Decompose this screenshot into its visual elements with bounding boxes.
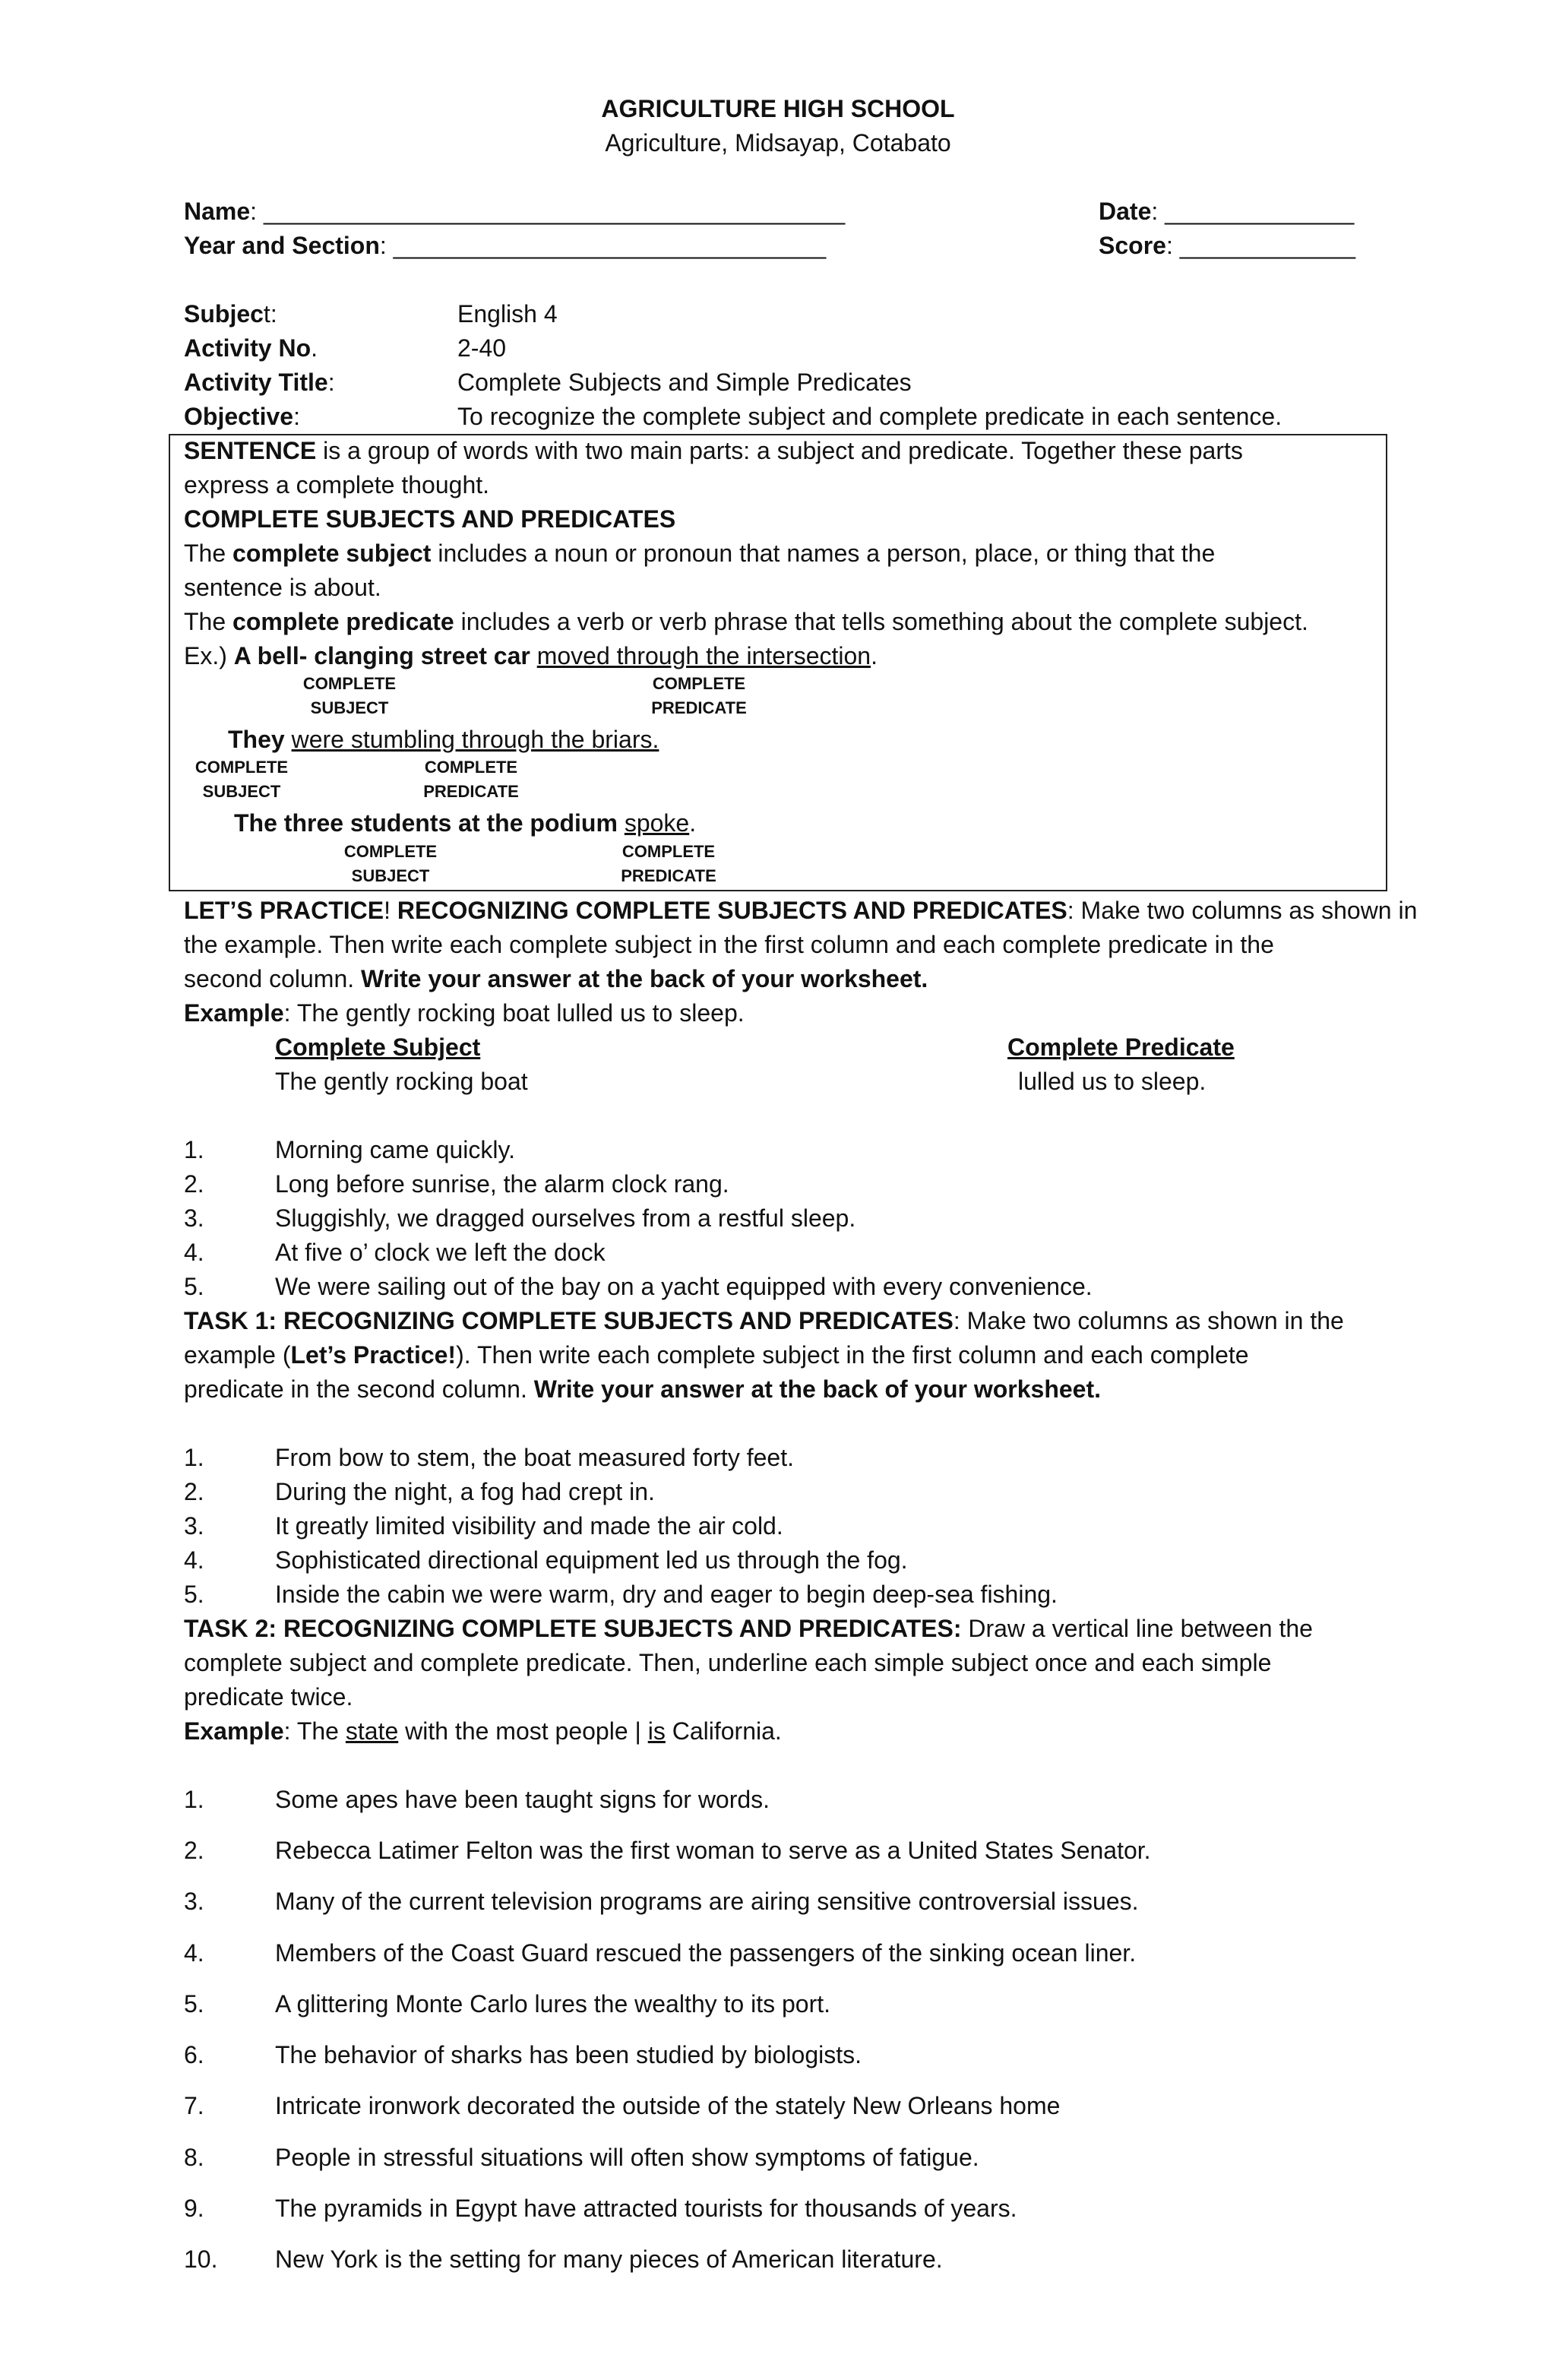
score-field[interactable]: Score: _____________ [1099, 232, 1356, 259]
example-answer-subject: The gently rocking boat [275, 1068, 528, 1095]
date-field[interactable]: Date: ______________ [1099, 198, 1355, 225]
list-item-number: 4. [184, 1939, 204, 1967]
list-item: The pyramids in Egypt have attracted tourists for thousands of years. [275, 2195, 1017, 2222]
complete-predicate-definition: The complete predicate includes a verb or verb phrase that tells something about the complete subject. [184, 608, 1308, 635]
column-header-subject: Complete Subject [275, 1033, 481, 1061]
objective-value: To recognize the complete subject and complete predicate in each sentence. [457, 403, 1282, 430]
list-item-number: 6. [184, 2041, 204, 2068]
list-item-number: 2. [184, 1170, 204, 1198]
year-section-field[interactable]: Year and Section: ________________________________ [184, 232, 827, 259]
list-item: The behavior of sharks has been studied by biologists. [275, 2041, 862, 2068]
example-1-predicate-label: COMPLETE PREDICATE [651, 674, 747, 717]
example-sentence-1: Ex.) A bell- clanging street car moved through the intersection. [184, 642, 878, 669]
example-sentence-3: The three students at the podium spoke. [234, 809, 697, 837]
sentence-definition: SENTENCE is a group of words with two main parts: a subject and predicate. Together these parts [184, 437, 1243, 464]
sentence-definition-cont: express a complete thought. [184, 471, 490, 498]
task2-instructions-cont: complete subject and complete predicate. Then, underline each simple subject once and each simple [184, 1649, 1272, 1676]
school-address: Agriculture, Midsayap, Cotabato [605, 129, 951, 157]
list-item-number: 7. [184, 2092, 204, 2119]
list-item: People in stressful situations will often show symptoms of fatigue. [275, 2144, 979, 2171]
list-item-number: 5. [184, 1581, 204, 1608]
column-header-predicate: Complete Predicate [1007, 1033, 1235, 1061]
list-item-number: 5. [184, 1273, 204, 1300]
task2-instructions: TASK 2: RECOGNIZING COMPLETE SUBJECTS AND PREDICATES: Draw a vertical line between the [184, 1615, 1313, 1642]
list-item-number: 3. [184, 1888, 204, 1915]
example-3-predicate-label: COMPLETE PREDICATE [621, 842, 716, 885]
list-item-number: 9. [184, 2195, 204, 2222]
example-2-subject-label: COMPLETE SUBJECT [194, 758, 289, 801]
list-item-number: 4. [184, 1239, 204, 1266]
activity-title-label: Activity Title: [184, 369, 335, 396]
list-item-number: 1. [184, 1786, 204, 1813]
example-2-predicate-label: COMPLETE PREDICATE [423, 758, 519, 801]
activity-no-value: 2-40 [457, 334, 507, 362]
list-item: A glittering Monte Carlo lures the wealthy to its port. [275, 1990, 831, 2018]
task1-instructions: TASK 1: RECOGNIZING COMPLETE SUBJECTS AND PREDICATES: Make two columns as shown in the [184, 1307, 1344, 1334]
name-field[interactable]: Name: ___________________________________________ [184, 198, 846, 225]
task1-instructions-cont2: predicate in the second column. Write your answer at the back of your worksheet. [184, 1375, 1101, 1403]
activity-no-label: Activity No. [184, 334, 318, 362]
list-item: Intricate ironwork decorated the outside of the stately New Orleans home [275, 2092, 1061, 2119]
list-item: Sophisticated directional equipment led us through the fog. [275, 1546, 908, 1574]
list-item-number: 2. [184, 1478, 204, 1505]
practice-instructions-cont: the example. Then write each complete subject in the first column and each complete predicate in the [184, 931, 1274, 958]
list-item-number: 4. [184, 1546, 204, 1574]
example-sentence-2: They were stumbling through the briars. [228, 726, 659, 753]
list-item-number: 8. [184, 2144, 204, 2171]
school-name: AGRICULTURE HIGH SCHOOL [601, 95, 955, 122]
task2-instructions-cont2: predicate twice. [184, 1683, 353, 1711]
list-item: Some apes have been taught signs for words. [275, 1786, 770, 1813]
list-item-number: 2. [184, 1837, 204, 1864]
complete-subject-definition-cont: sentence is about. [184, 574, 381, 601]
list-item: Morning came quickly. [275, 1136, 515, 1163]
list-item-number: 5. [184, 1990, 204, 2018]
activity-title-value: Complete Subjects and Simple Predicates [457, 369, 912, 396]
list-item-number: 3. [184, 1204, 204, 1232]
list-item: New York is the setting for many pieces of American literature. [275, 2245, 943, 2273]
list-item: It greatly limited visibility and made the air cold. [275, 1512, 783, 1540]
example-answer-predicate: lulled us to sleep. [1018, 1068, 1207, 1095]
list-item-number: 10. [184, 2245, 218, 2273]
list-item: At five o’ clock we left the dock [275, 1239, 606, 1266]
list-item-number: 1. [184, 1136, 204, 1163]
list-item: During the night, a fog had crept in. [275, 1478, 655, 1505]
section-heading: COMPLETE SUBJECTS AND PREDICATES [184, 505, 676, 533]
list-item: Members of the Coast Guard rescued the passengers of the sinking ocean liner. [275, 1939, 1137, 1967]
list-item: Sluggishly, we dragged ourselves from a restful sleep. [275, 1204, 856, 1232]
practice-example: Example: The gently rocking boat lulled us to sleep. [184, 999, 745, 1027]
list-item: Inside the cabin we were warm, dry and eager to begin deep-sea fishing. [275, 1581, 1058, 1608]
complete-subject-definition: The complete subject includes a noun or pronoun that names a person, place, or thing that the [184, 540, 1216, 567]
subject-value: English 4 [457, 300, 558, 328]
task1-instructions-cont: example (Let’s Practice!). Then write each complete subject in the first column and each complete [184, 1341, 1249, 1369]
list-item-number: 3. [184, 1512, 204, 1540]
list-item: We were sailing out of the bay on a yacht equipped with every convenience. [275, 1273, 1093, 1300]
list-item: Long before sunrise, the alarm clock rang. [275, 1170, 729, 1198]
practice-instructions: LET’S PRACTICE! RECOGNIZING COMPLETE SUBJECTS AND PREDICATES: Make two columns as shown in [184, 897, 1418, 924]
example-3-subject-label: COMPLETE SUBJECT [343, 842, 438, 885]
list-item: Many of the current television programs are airing sensitive controversial issues. [275, 1888, 1139, 1915]
task2-example: Example: The state with the most people | is California. [184, 1717, 782, 1745]
practice-instructions-cont2: second column. Write your answer at the back of your worksheet. [184, 965, 928, 992]
subject-label: Subject: [184, 300, 277, 328]
list-item: Rebecca Latimer Felton was the first woman to serve as a United States Senator. [275, 1837, 1151, 1864]
objective-label: Objective: [184, 403, 300, 430]
list-item-number: 1. [184, 1444, 204, 1471]
list-item: From bow to stem, the boat measured forty feet. [275, 1444, 794, 1471]
example-1-subject-label: COMPLETE SUBJECT [302, 674, 397, 717]
